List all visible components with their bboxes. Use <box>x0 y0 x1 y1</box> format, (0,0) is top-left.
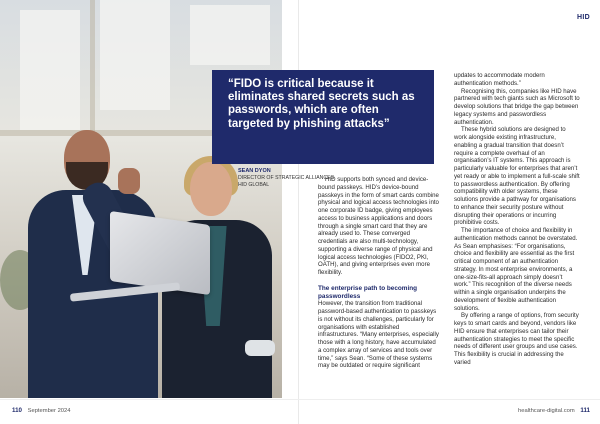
page-number-left: 110 <box>12 407 22 414</box>
issue-date: September 2024 <box>27 408 71 414</box>
paragraph: updates to accommodate modern authentication methods.” <box>454 72 545 87</box>
quote-author-company: HID GLOBAL <box>238 182 270 188</box>
page-gutter <box>298 0 299 424</box>
site-url[interactable]: healthcare-digital.com <box>518 408 575 414</box>
brand-logo: HID <box>577 14 590 21</box>
article-column-1 <box>318 176 440 370</box>
article-column-2 <box>454 72 580 367</box>
quote-author-name: SEAN DYON <box>238 168 271 174</box>
photo-business-people-laptop <box>0 0 282 398</box>
footer-rule <box>0 399 600 400</box>
paragraph: HID supports both synced and device-bound passkeys. HID’s device-bound passkeys in the form of smart cards combine physical and logical access technologies into one corporate ID badge, giving employees access to business applications and doors through a single smart card that they are already used to. These converged credentials are also multi-technology, supporting a diverse range of physical and logical access technologies (FIDO2, PKI, OATH), and giving enterprises even more flexibility. <box>318 176 439 276</box>
footer-left <box>12 407 70 414</box>
paragraph: However, the transition from traditional password-based authentication to passkeys is not without its challenges, particularly for organisations with established infrastructures. “Many enterprises, especially those with a long history, have accumulated a complex array of services and tools over time,” says Sean. “Some of these systems may be outdated or require significant <box>318 300 439 370</box>
section-subheading: The enterprise path to becoming passwordless <box>318 284 418 300</box>
pull-quote-box <box>212 70 434 164</box>
paragraph: These hybrid solutions are designed to work alongside existing infrastructure, enabling a gradual transition that doesn’t require a complete overhaul of an organisation’s IT systems. This approach is particularly valuable for enterprises that aren’t yet ready or able to implement a full-scale shift to passwordless authentication. By offering compatibility with older systems, these solutions provide a pathway for organisations to enhance their security posture without disrupting their operations or incurring prohibitive costs. <box>454 126 580 227</box>
paragraph: Recognising this, companies like HID have partnered with tech giants such as Microsoft to develop solutions that bridge the gap between legacy systems and passwordless authentication. <box>454 87 580 126</box>
paragraph: The importance of choice and flexibility in authentication methods cannot be overstated. As Sean emphasises: “For organisations, choice and flexibility are essential as the first critical component of an authentication strategy. In most enterprise environments, a one-size-fits-all approach simply doesn’t work.” This recognition of the diverse needs within a single organisation underpins the development of flexible authentication solutions. <box>454 227 578 312</box>
page-number-right: 111 <box>580 407 590 414</box>
quote-author-role: DIRECTOR OF STRATEGIC ALLIANCES <box>238 175 335 181</box>
footer-right <box>518 407 590 414</box>
pull-quote-text: “FIDO is critical because it eliminates shared secrets such as passwords, which are often targeted by phishing attacks” <box>228 78 415 130</box>
paragraph: By offering a range of options, from security keys to smart cards and beyond, vendors like HID ensure that enterprises can tailor their authentication strategies to meet the specific needs of different user groups and use cases. This flexibility is crucial in addressing the varied <box>454 312 579 366</box>
